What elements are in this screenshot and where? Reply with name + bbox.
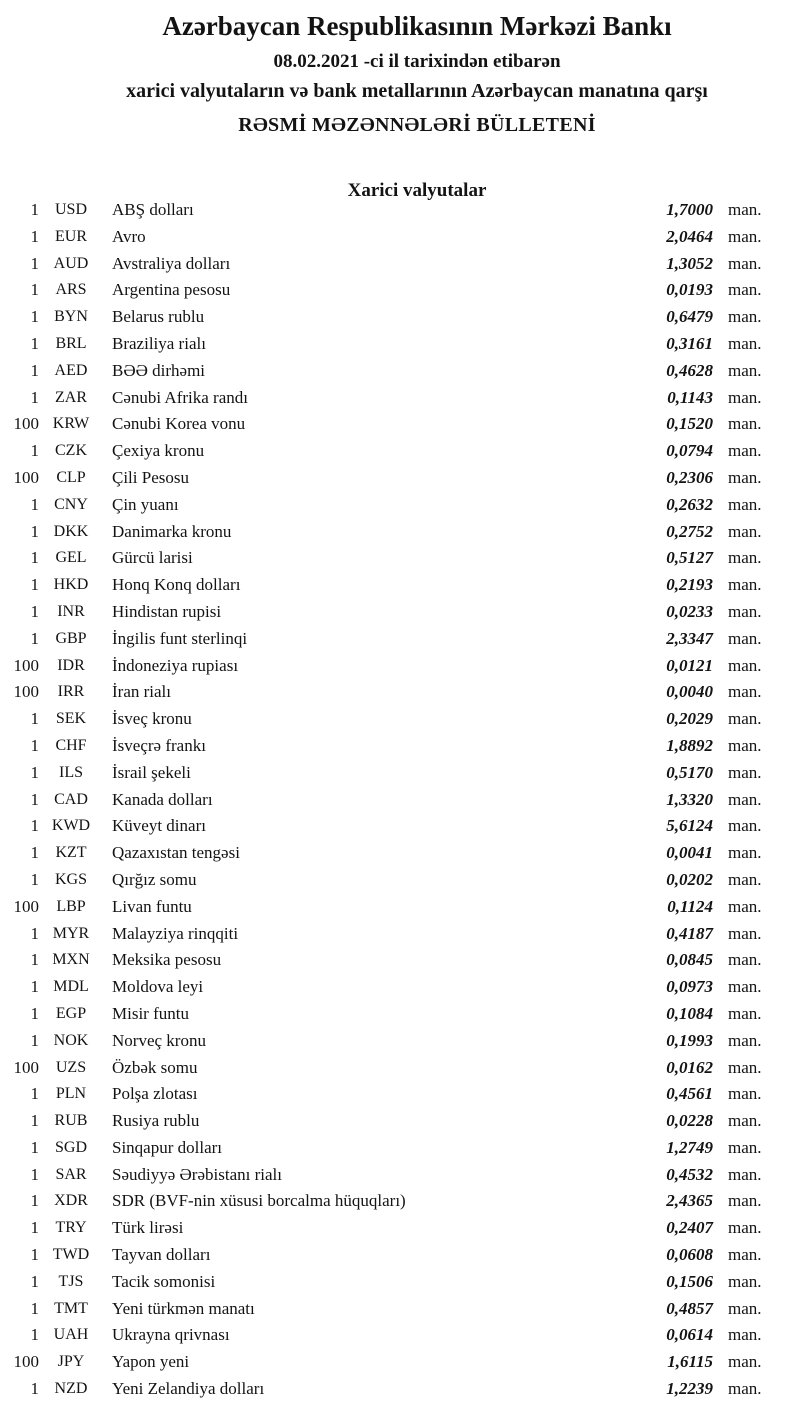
currency-code-cell: XDR	[54, 1192, 88, 1210]
table-row	[0, 626, 800, 653]
rate-value-cell: 0,0973	[666, 977, 713, 997]
rate-value-cell: 0,0121	[666, 655, 713, 675]
currency-name-cell: Qırğız somu	[112, 869, 197, 889]
table-row	[0, 787, 800, 814]
currency-name-cell: Avro	[112, 226, 146, 246]
rate-value-cell: 1,2239	[666, 1379, 713, 1399]
currency-name-cell: Kanada dolları	[112, 789, 213, 809]
rate-value-cell: 0,0233	[666, 601, 713, 621]
unit-cell: man.	[728, 1164, 762, 1184]
currency-name-cell: Qazaxıstan tengəsi	[112, 843, 240, 863]
currency-code-cell: CAD	[54, 790, 88, 808]
unit-cell: man.	[728, 414, 762, 434]
table-row	[0, 894, 800, 921]
table-row	[0, 653, 800, 680]
currency-name-cell: İngilis funt sterlinqi	[112, 628, 248, 648]
rate-value-cell: 0,0608	[666, 1245, 713, 1265]
unit-cell: man.	[728, 253, 762, 273]
currency-name-cell: Gürcü larisi	[112, 548, 193, 568]
currency-code-cell: DKK	[53, 522, 89, 540]
table-row	[0, 867, 800, 894]
table-row	[0, 679, 800, 706]
currency-code-cell: GEL	[55, 549, 87, 567]
currency-code-cell: CZK	[55, 442, 87, 460]
rate-value-cell: 0,3161	[666, 333, 713, 353]
quantity-cell: 1	[30, 762, 39, 782]
currency-code-cell: CHF	[55, 736, 87, 754]
unit-cell: man.	[728, 601, 762, 621]
table-row	[0, 1001, 800, 1028]
quantity-cell: 1	[30, 1003, 39, 1023]
rate-value-cell: 0,0041	[666, 843, 713, 863]
currency-name-cell: Moldova leyi	[112, 977, 204, 997]
quantity-cell: 1	[30, 226, 39, 246]
quantity-cell: 100	[13, 467, 39, 487]
currency-name-cell: SDR (BVF-nin xüsusi borcalma hüquqları)	[112, 1191, 406, 1211]
unit-cell: man.	[728, 1084, 762, 1104]
rate-value-cell: 5,6124	[666, 816, 713, 836]
quantity-cell: 1	[30, 628, 39, 648]
currency-code-cell: HKD	[53, 576, 89, 594]
quantity-cell: 1	[30, 977, 39, 997]
rate-value-cell: 0,1520	[666, 414, 713, 434]
currency-name-cell: İsveçrə frankı	[112, 735, 206, 755]
table-row	[0, 1055, 800, 1082]
currency-name-cell: Cənubi Afrika randı	[112, 387, 248, 407]
currency-code-cell: NZD	[54, 1380, 88, 1398]
currency-name-cell: Malayziya rinqqiti	[112, 923, 239, 943]
currency-code-cell: LBP	[56, 897, 86, 915]
table-row	[0, 840, 800, 867]
table-row	[0, 599, 800, 626]
currency-name-cell: Norveç kronu	[112, 1030, 206, 1050]
unit-cell: man.	[728, 387, 762, 407]
currency-code-cell: EUR	[55, 227, 87, 245]
currency-code-cell: RUB	[54, 1112, 88, 1130]
page-title: Azərbaycan Respublikasının Mərkəzi Bankı	[162, 11, 672, 41]
rate-value-cell: 0,4561	[666, 1084, 713, 1104]
quantity-cell: 1	[30, 333, 39, 353]
subtitle-line-2: RƏSMİ MƏZƏNNƏLƏRİ BÜLLETENİ	[238, 114, 596, 136]
quantity-cell: 1	[30, 441, 39, 461]
currency-name-cell: Ukrayna qrivnası	[112, 1325, 230, 1345]
unit-cell: man.	[728, 467, 762, 487]
quantity-cell: 1	[30, 843, 39, 863]
rate-value-cell: 0,1993	[666, 1030, 713, 1050]
currency-name-cell: Argentina pesosu	[112, 280, 231, 300]
rate-value-cell: 0,0794	[666, 441, 713, 461]
currency-name-cell: Çili Pesosu	[112, 467, 189, 487]
quantity-cell: 1	[30, 360, 39, 380]
table-row	[0, 1081, 800, 1108]
rate-value-cell: 0,1084	[666, 1003, 713, 1023]
currency-name-cell: BƏƏ dirhəmi	[112, 360, 206, 380]
currency-code-cell: UAH	[53, 1326, 89, 1344]
table-row	[0, 733, 800, 760]
rate-value-cell: 0,0162	[666, 1057, 713, 1077]
currency-name-cell: Rusiya rublu	[112, 1111, 200, 1131]
quantity-cell: 1	[30, 575, 39, 595]
rate-value-cell: 0,1506	[666, 1271, 713, 1291]
table-row	[0, 385, 800, 412]
currency-code-cell: SAR	[55, 1165, 87, 1183]
currency-name-cell: İran rialı	[112, 682, 171, 702]
quantity-cell: 1	[30, 1298, 39, 1318]
quantity-cell: 1	[30, 1245, 39, 1265]
currency-name-cell: Türk lirəsi	[112, 1218, 184, 1238]
table-row	[0, 1215, 800, 1242]
unit-cell: man.	[728, 869, 762, 889]
quantity-cell: 1	[30, 494, 39, 514]
unit-cell: man.	[728, 1325, 762, 1345]
rate-value-cell: 0,4187	[666, 923, 713, 943]
unit-cell: man.	[728, 655, 762, 675]
unit-cell: man.	[728, 843, 762, 863]
table-row	[0, 197, 800, 224]
quantity-cell: 1	[30, 789, 39, 809]
table-row	[0, 1135, 800, 1162]
rate-value-cell: 0,2306	[666, 467, 713, 487]
unit-cell: man.	[728, 789, 762, 809]
currency-name-cell: Yapon yeni	[112, 1352, 190, 1372]
table-row	[0, 1188, 800, 1215]
currency-code-cell: TWD	[52, 1246, 90, 1264]
rate-value-cell: 0,4532	[666, 1164, 713, 1184]
quantity-cell: 1	[30, 923, 39, 943]
table-row	[0, 465, 800, 492]
currency-name-cell: İndoneziya rupiası	[112, 655, 239, 675]
quantity-cell: 1	[30, 1164, 39, 1184]
quantity-cell: 1	[30, 1325, 39, 1345]
table-row	[0, 411, 800, 438]
currency-name-cell: Hindistan rupisi	[112, 601, 222, 621]
currency-name-cell: Tacik somonisi	[112, 1271, 216, 1291]
quantity-cell: 100	[13, 1352, 39, 1372]
currency-code-cell: TMT	[54, 1299, 88, 1317]
rate-value-cell: 1,8892	[666, 735, 713, 755]
currency-name-cell: Cənubi Korea vonu	[112, 414, 246, 434]
rate-value-cell: 0,0040	[666, 682, 713, 702]
currency-name-cell: Livan funtu	[112, 896, 192, 916]
quantity-cell: 1	[30, 1379, 39, 1399]
currency-name-cell: Səudiyyə Ərəbistanı rialı	[112, 1164, 282, 1184]
currency-code-cell: SEK	[55, 710, 87, 728]
table-row	[0, 1028, 800, 1055]
currency-code-cell: AUD	[53, 254, 89, 272]
currency-name-cell: Honq Konq dolları	[112, 575, 241, 595]
table-row	[0, 706, 800, 733]
rate-value-cell: 0,0193	[666, 280, 713, 300]
exchange-rate-table	[0, 197, 800, 1402]
rate-value-cell: 0,2632	[666, 494, 713, 514]
currency-code-cell: IRR	[57, 683, 85, 701]
rate-value-cell: 0,2752	[666, 521, 713, 541]
currency-code-cell: KGS	[54, 870, 87, 888]
currency-name-cell: ABŞ dolları	[112, 200, 194, 219]
unit-cell: man.	[728, 548, 762, 568]
currency-name-cell: Belarus rublu	[112, 307, 205, 327]
rate-value-cell: 1,7000	[666, 200, 713, 219]
section-title-foreign-currencies: Xarici valyutalar	[347, 180, 487, 201]
currency-code-cell: EGP	[55, 1004, 87, 1022]
currency-name-cell: Tayvan dolları	[112, 1245, 211, 1265]
quantity-cell: 1	[30, 1084, 39, 1104]
unit-cell: man.	[728, 735, 762, 755]
quantity-cell: 1	[30, 1218, 39, 1238]
currency-code-cell: TRY	[55, 1219, 87, 1237]
unit-cell: man.	[728, 200, 762, 219]
table-row	[0, 813, 800, 840]
unit-cell: man.	[728, 1352, 762, 1372]
unit-cell: man.	[728, 360, 762, 380]
currency-code-cell: MXN	[52, 951, 90, 969]
table-row	[0, 947, 800, 974]
currency-code-cell: INR	[57, 602, 85, 620]
table-row	[0, 1242, 800, 1269]
rate-value-cell: 0,1124	[667, 896, 713, 916]
rate-value-cell: 0,2193	[666, 575, 713, 595]
subtitle-line-1: xarici valyutaların və bank metallarının Azərbaycan manatına qarşı	[126, 80, 708, 102]
rate-value-cell: 0,0845	[666, 950, 713, 970]
currency-code-cell: USD	[54, 201, 87, 218]
quantity-cell: 1	[30, 601, 39, 621]
unit-cell: man.	[728, 923, 762, 943]
unit-cell: man.	[728, 762, 762, 782]
rate-value-cell: 0,4628	[666, 360, 713, 380]
quantity-cell: 1	[30, 280, 39, 300]
rate-value-cell: 0,0614	[666, 1325, 713, 1345]
table-row	[0, 1269, 800, 1296]
table-row	[0, 921, 800, 948]
currency-code-cell: SGD	[54, 1138, 87, 1156]
unit-cell: man.	[728, 494, 762, 514]
currency-name-cell: Özbək somu	[112, 1057, 198, 1077]
table-row	[0, 572, 800, 599]
rate-value-cell: 1,6115	[667, 1352, 713, 1372]
table-row	[0, 545, 800, 572]
unit-cell: man.	[728, 521, 762, 541]
table-row	[0, 331, 800, 358]
unit-cell: man.	[728, 1030, 762, 1050]
table-row	[0, 1162, 800, 1189]
unit-cell: man.	[728, 628, 762, 648]
quantity-cell: 1	[30, 253, 39, 273]
effective-date-line: 08.02.2021 -ci il tarixindən etibarən	[273, 51, 561, 72]
unit-cell: man.	[728, 1191, 762, 1211]
table-row	[0, 492, 800, 519]
currency-code-cell: CLP	[56, 468, 86, 486]
currency-code-cell: KRW	[52, 415, 90, 433]
currency-name-cell: Küveyt dinarı	[112, 816, 206, 836]
quantity-cell: 1	[30, 735, 39, 755]
table-row	[0, 224, 800, 251]
rate-value-cell: 0,2029	[666, 709, 713, 729]
unit-cell: man.	[728, 333, 762, 353]
currency-code-cell: KWD	[51, 817, 91, 835]
rate-value-cell: 1,2749	[666, 1137, 713, 1157]
currency-name-cell: Braziliya rialı	[112, 333, 206, 353]
table-row	[0, 974, 800, 1001]
currency-code-cell: ZAR	[55, 388, 87, 406]
table-row	[0, 1108, 800, 1135]
table-row	[0, 760, 800, 787]
currency-code-cell: IDR	[57, 656, 85, 674]
table-row	[0, 1349, 800, 1376]
currency-code-cell: MDL	[53, 978, 89, 996]
table-row	[0, 251, 800, 278]
currency-name-cell: Danimarka kronu	[112, 521, 232, 541]
currency-code-cell: NOK	[53, 1031, 89, 1049]
currency-code-cell: BRL	[55, 334, 87, 352]
unit-cell: man.	[728, 1218, 762, 1238]
currency-name-cell: Çexiya kronu	[112, 441, 205, 461]
quantity-cell: 1	[30, 709, 39, 729]
unit-cell: man.	[728, 575, 762, 595]
rate-value-cell: 1,3320	[666, 789, 713, 809]
quantity-cell: 1	[30, 869, 39, 889]
quantity-cell: 1	[30, 1137, 39, 1157]
table-row	[0, 358, 800, 385]
currency-code-cell: TJS	[58, 1272, 84, 1290]
unit-cell: man.	[728, 1137, 762, 1157]
quantity-cell: 1	[30, 950, 39, 970]
quantity-cell: 1	[30, 1191, 39, 1211]
currency-code-cell: KZT	[55, 844, 87, 862]
currency-code-cell: GBP	[55, 629, 87, 647]
quantity-cell: 100	[13, 414, 39, 434]
currency-name-cell: Polşa zlotası	[112, 1084, 198, 1104]
unit-cell: man.	[728, 1379, 762, 1399]
quantity-cell: 1	[30, 1271, 39, 1291]
rate-value-cell: 2,3347	[666, 628, 713, 648]
rate-value-cell: 0,5127	[666, 548, 713, 568]
currency-name-cell: İsveç kronu	[112, 709, 192, 729]
currency-name-cell: Sinqapur dolları	[112, 1137, 223, 1157]
rate-value-cell: 0,2407	[666, 1218, 713, 1238]
rate-value-cell: 0,6479	[666, 307, 713, 327]
unit-cell: man.	[728, 280, 762, 300]
unit-cell: man.	[728, 1245, 762, 1265]
currency-code-cell: AED	[54, 361, 88, 379]
table-row	[0, 1296, 800, 1323]
quantity-cell: 100	[13, 1057, 39, 1077]
currency-code-cell: CNY	[54, 495, 88, 513]
quantity-cell: 100	[13, 655, 39, 675]
quantity-cell: 1	[30, 1111, 39, 1131]
quantity-cell: 100	[13, 896, 39, 916]
unit-cell: man.	[728, 682, 762, 702]
table-row	[0, 277, 800, 304]
unit-cell: man.	[728, 896, 762, 916]
currency-name-cell: Misir funtu	[112, 1003, 189, 1023]
unit-cell: man.	[728, 307, 762, 327]
quantity-cell: 1	[30, 521, 39, 541]
table-row	[0, 304, 800, 331]
unit-cell: man.	[728, 1111, 762, 1131]
currency-name-cell: Yeni türkmən manatı	[112, 1298, 255, 1318]
currency-code-cell: ILS	[59, 763, 83, 781]
unit-cell: man.	[728, 1057, 762, 1077]
rate-value-cell: 0,0228	[666, 1111, 713, 1131]
quantity-cell: 1	[30, 307, 39, 327]
quantity-cell: 1	[30, 1030, 39, 1050]
currency-code-cell: PLN	[55, 1085, 87, 1103]
currency-name-cell: Yeni Zelandiya dolları	[112, 1379, 265, 1399]
rate-value-cell: 2,4365	[666, 1191, 713, 1211]
unit-cell: man.	[728, 1298, 762, 1318]
rate-value-cell: 2,0464	[666, 226, 713, 246]
unit-cell: man.	[728, 441, 762, 461]
rate-value-cell: 0,5170	[666, 762, 713, 782]
unit-cell: man.	[728, 950, 762, 970]
unit-cell: man.	[728, 709, 762, 729]
quantity-cell: 1	[30, 548, 39, 568]
currency-name-cell: Meksika pesosu	[112, 950, 222, 970]
table-row	[0, 1322, 800, 1349]
quantity-cell: 100	[13, 682, 39, 702]
currency-code-cell: UZS	[55, 1058, 87, 1076]
currency-code-cell: BYN	[54, 308, 88, 326]
currency-name-cell: Avstraliya dolları	[112, 253, 231, 273]
unit-cell: man.	[728, 226, 762, 246]
table-row	[0, 1376, 800, 1402]
rate-value-cell: 0,4857	[666, 1298, 713, 1318]
rate-value-cell: 1,3052	[666, 253, 713, 273]
table-row	[0, 519, 800, 546]
table-row	[0, 438, 800, 465]
currency-name-cell: İsrail şekeli	[112, 762, 191, 782]
quantity-cell: 1	[30, 200, 39, 219]
unit-cell: man.	[728, 1003, 762, 1023]
quantity-cell: 1	[30, 816, 39, 836]
quantity-cell: 1	[30, 387, 39, 407]
currency-code-cell: MYR	[52, 924, 90, 942]
currency-name-cell: Çin yuanı	[112, 494, 179, 514]
unit-cell: man.	[728, 977, 762, 997]
currency-code-cell: ARS	[55, 281, 87, 299]
currency-code-cell: JPY	[57, 1353, 85, 1371]
rate-value-cell: 0,0202	[666, 869, 713, 889]
unit-cell: man.	[728, 816, 762, 836]
unit-cell: man.	[728, 1271, 762, 1291]
rate-value-cell: 0,1143	[667, 387, 713, 407]
